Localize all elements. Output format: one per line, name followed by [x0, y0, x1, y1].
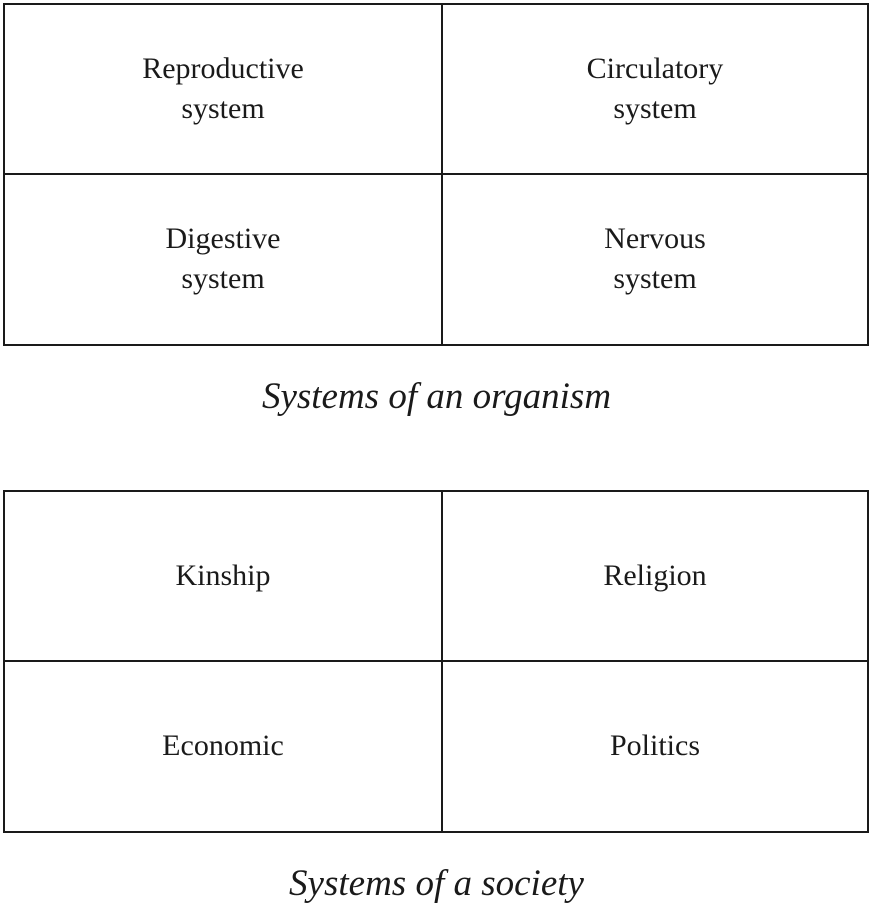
- society-systems-grid: [3, 490, 869, 833]
- cell-label: Circulatory system: [586, 51, 724, 125]
- cell-label: Economic: [162, 729, 284, 763]
- organism-cell-digestive: [5, 175, 443, 345]
- society-cell-religion: [443, 492, 867, 662]
- cell-label: Reproductive system: [142, 51, 304, 125]
- society-cell-politics: [443, 662, 867, 832]
- organism-cell-reproductive: [5, 5, 443, 175]
- organism-systems-grid: [3, 3, 869, 346]
- cell-label: Kinship: [175, 558, 271, 592]
- organism-cell-circulatory: [443, 5, 867, 175]
- organism-caption: Systems of an organism: [261, 376, 612, 417]
- cell-label: Nervous system: [604, 222, 706, 296]
- organism-cell-nervous: [443, 175, 867, 345]
- cell-label: Religion: [603, 558, 707, 592]
- society-cell-kinship: [5, 492, 443, 662]
- society-cell-economic: [5, 662, 443, 832]
- cell-label: Digestive system: [165, 222, 281, 296]
- society-caption: Systems of a society: [289, 863, 584, 904]
- cell-label: Politics: [609, 729, 700, 763]
